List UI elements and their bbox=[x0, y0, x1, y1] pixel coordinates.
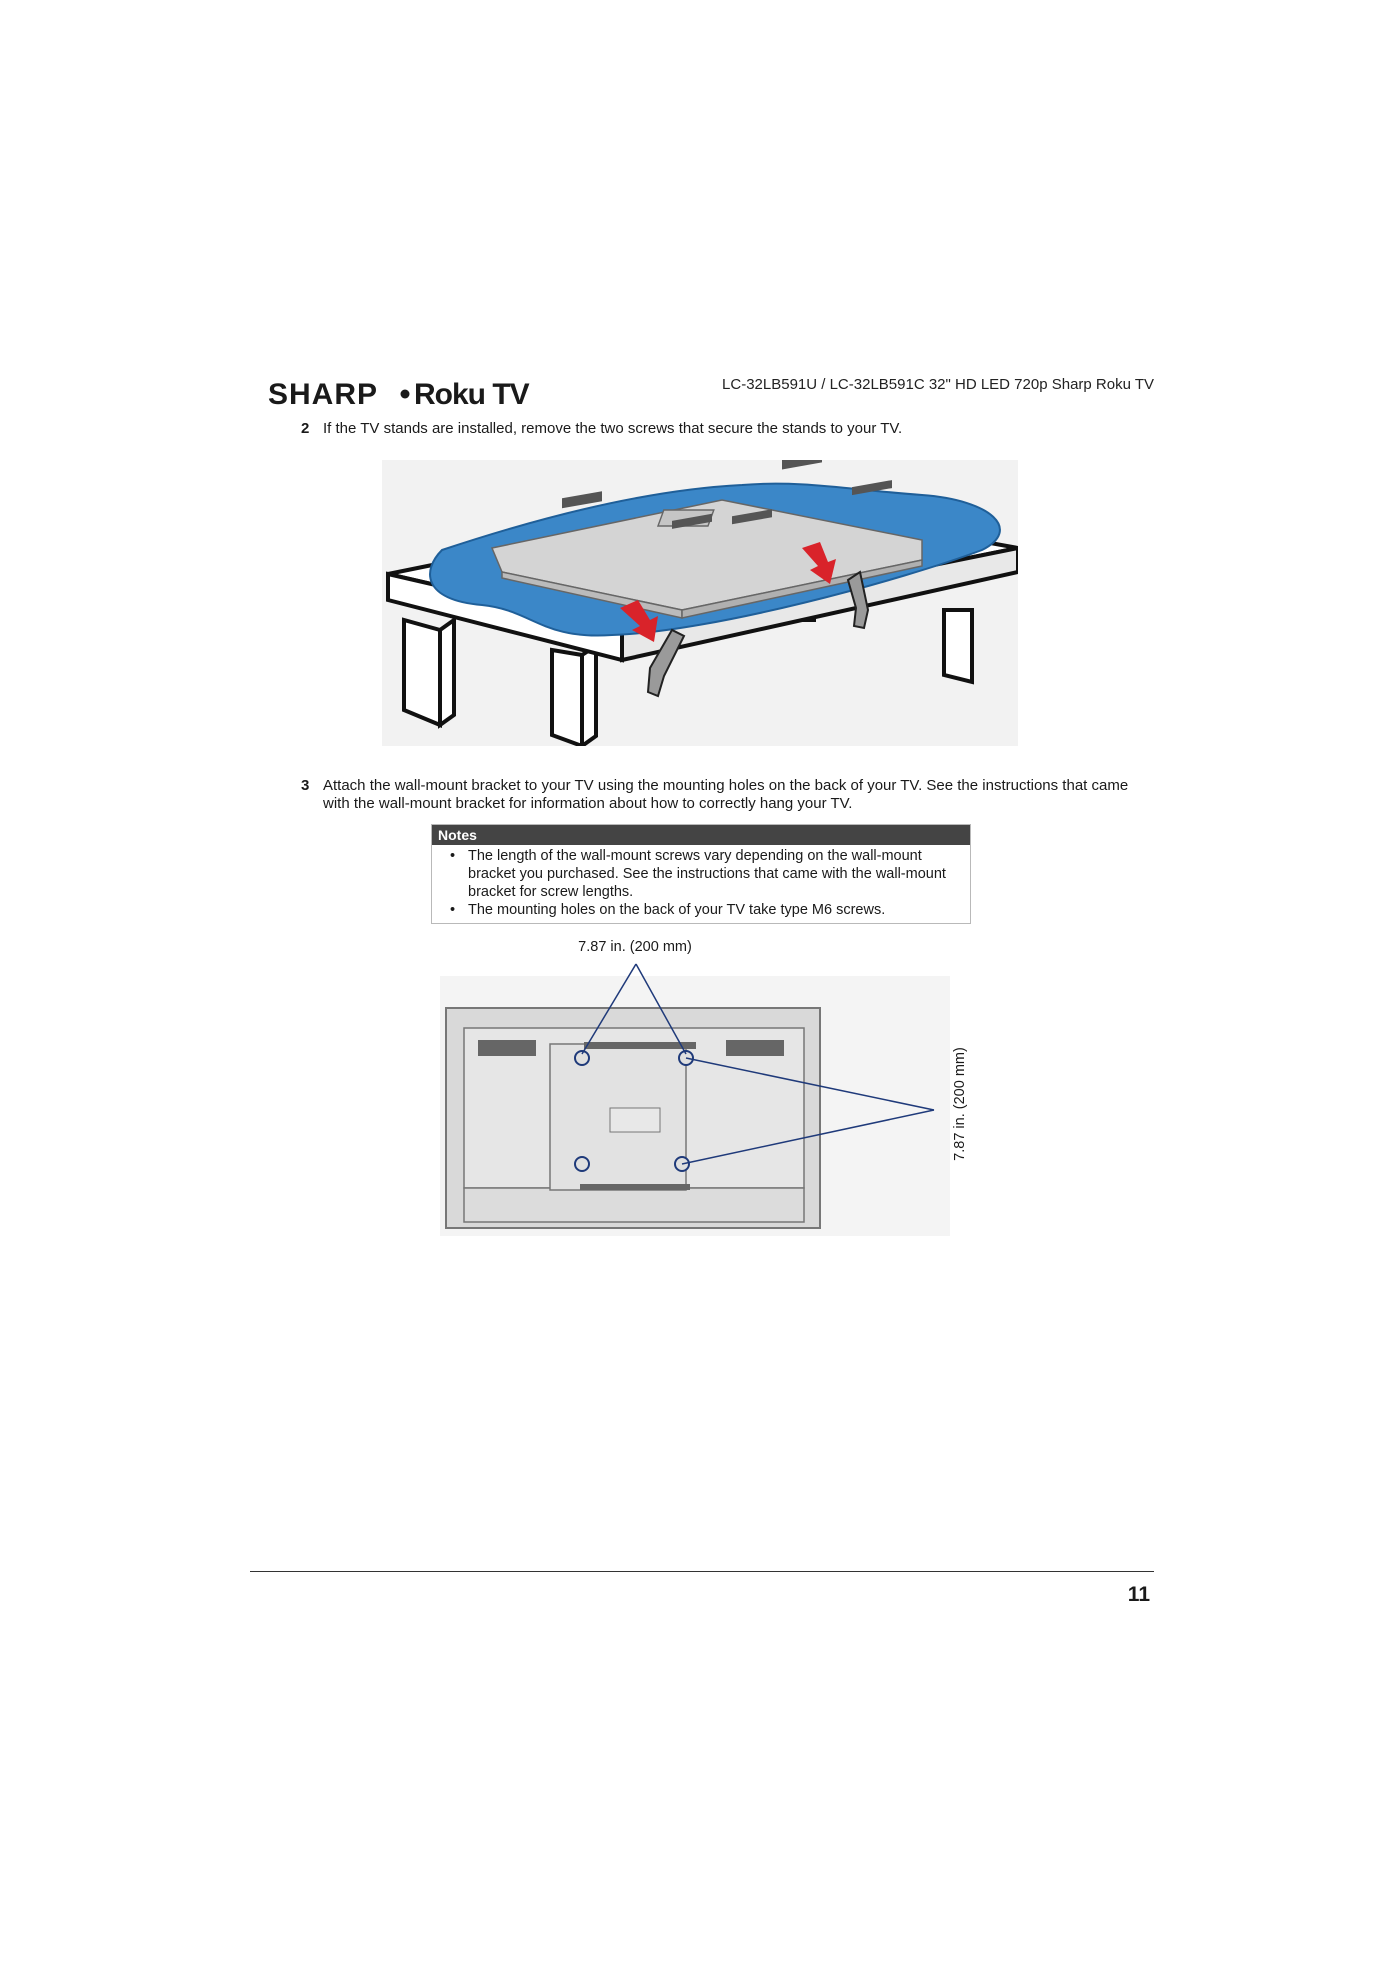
note-text: The length of the wall-mount screws vary depending on the wall-mount bracket you purchased. See the instructions that came with the wall-mount bracket for screw lengths. bbox=[468, 848, 946, 900]
notes-box bbox=[431, 824, 971, 924]
footer-rule bbox=[250, 1571, 1154, 1572]
step-number: 2 bbox=[301, 420, 310, 437]
svg-text:Roku TV: Roku TV bbox=[414, 378, 529, 411]
mounting-holes-diagram bbox=[440, 936, 960, 1236]
svg-text:SHARP: SHARP bbox=[268, 378, 379, 411]
document-title: LC-32LB591U / LC-32LB591C 32" HD LED 720p Sharp Roku TV bbox=[722, 376, 1154, 393]
step-number: 3 bbox=[301, 777, 310, 794]
notes-list bbox=[432, 847, 970, 919]
vertical-dimension-label: 7.87 in. (200 mm) bbox=[952, 1047, 968, 1161]
bullet: • bbox=[450, 848, 456, 864]
list-item bbox=[432, 847, 964, 901]
notes-title: Notes bbox=[432, 825, 970, 845]
step-text: Attach the wall-mount bracket to your TV using the mounting holes on the back of your TV. See the instructions that came with the wall-mount bracket for information about how to correctly hang your TV. bbox=[323, 777, 1129, 812]
page-number: 11 bbox=[1127, 1583, 1150, 1606]
logo-graphic bbox=[268, 376, 548, 412]
bullet: • bbox=[450, 902, 456, 918]
sharp-roku-tv-logo bbox=[268, 376, 548, 412]
step-text: If the TV stands are installed, remove the two screws that secure the stands to your TV. bbox=[323, 420, 903, 437]
horizontal-dimension-label: 7.87 in. (200 mm) bbox=[578, 939, 692, 955]
list-item bbox=[432, 901, 964, 919]
mounting-hole bbox=[575, 1157, 589, 1171]
step-2 bbox=[301, 420, 1163, 438]
stand-removal-illustration bbox=[382, 460, 1018, 746]
note-text: The mounting holes on the back of your TV take type M6 screws. bbox=[468, 902, 886, 918]
step-3 bbox=[301, 777, 1153, 813]
